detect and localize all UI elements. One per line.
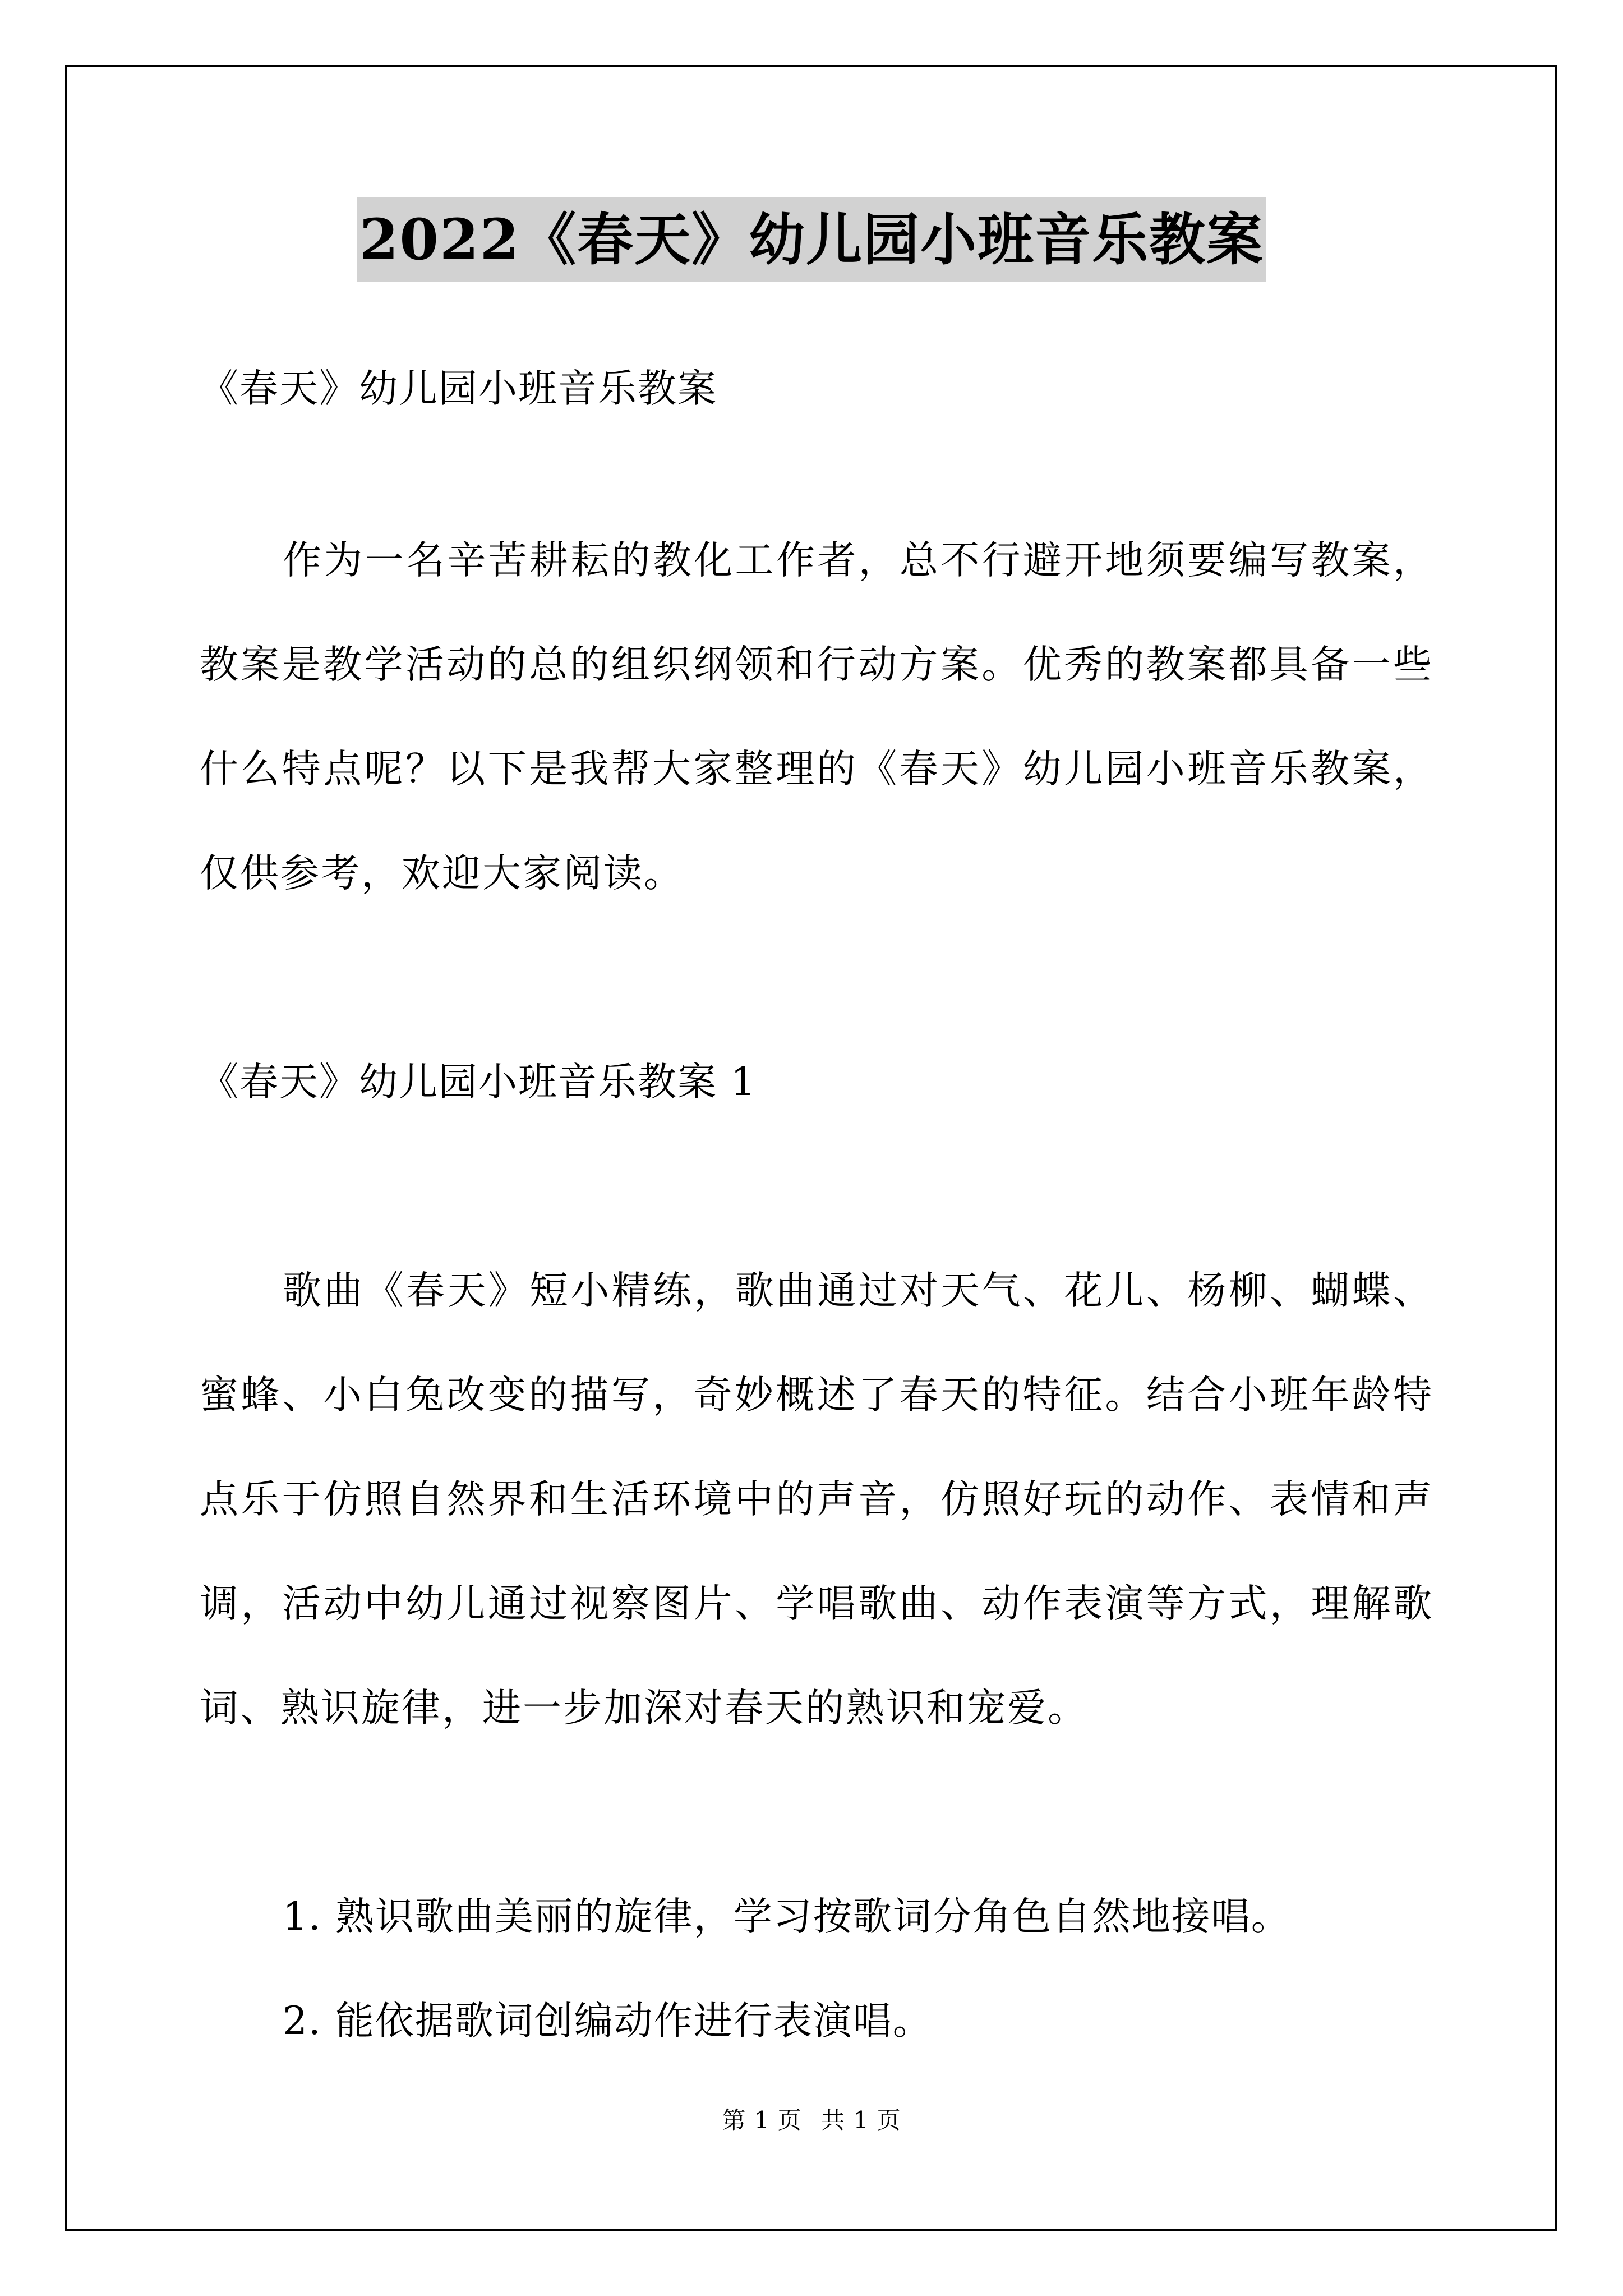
document-title: 2022《春天》幼儿园小班音乐教案 (357, 197, 1266, 282)
page-number: 第 1 页 (722, 2106, 802, 2134)
goal-item-1: 1. 熟识歌曲美丽的旋律，学习按歌词分角色自然地接唱。 (283, 1894, 1291, 1939)
title-container (0, 197, 1623, 282)
section-heading: 《春天》幼儿园小班音乐教案 1 (200, 1060, 757, 1105)
document-body (200, 337, 1433, 2073)
goal-item-2: 2. 能依据歌词创编动作进行表演唱。 (283, 1999, 933, 2044)
document-subtitle: 《春天》幼儿园小班音乐教案 (200, 366, 717, 411)
body-paragraph: 歌曲《春天》短小精练，歌曲通过对天气、花儿、杨柳、蝴蝶、蜜蜂、小白兔改变的描写，奇妙概述了春天的特征。结合小班年龄特点乐于仿照自然界和生活环境中的声音，仿照好玩的动作、表情和声调，活动中幼儿通过视察图片、学唱歌曲、动作表演等方式，理解歌词、熟识旋律，进一步加深对春天的熟识和宠爱。 (200, 1268, 1433, 1731)
page-footer (0, 2104, 1623, 2137)
page-total: 共 1 页 (821, 2106, 901, 2134)
intro-paragraph: 作为一名辛苦耕耘的教化工作者，总不行避开地须要编写教案，教案是教学活动的总的组织纲领和行动方案。优秀的教案都具备一些什么特点呢？以下是我帮大家整理的《春天》幼儿园小班音乐教案，仅供参考，欢迎大家阅读。 (200, 538, 1433, 896)
